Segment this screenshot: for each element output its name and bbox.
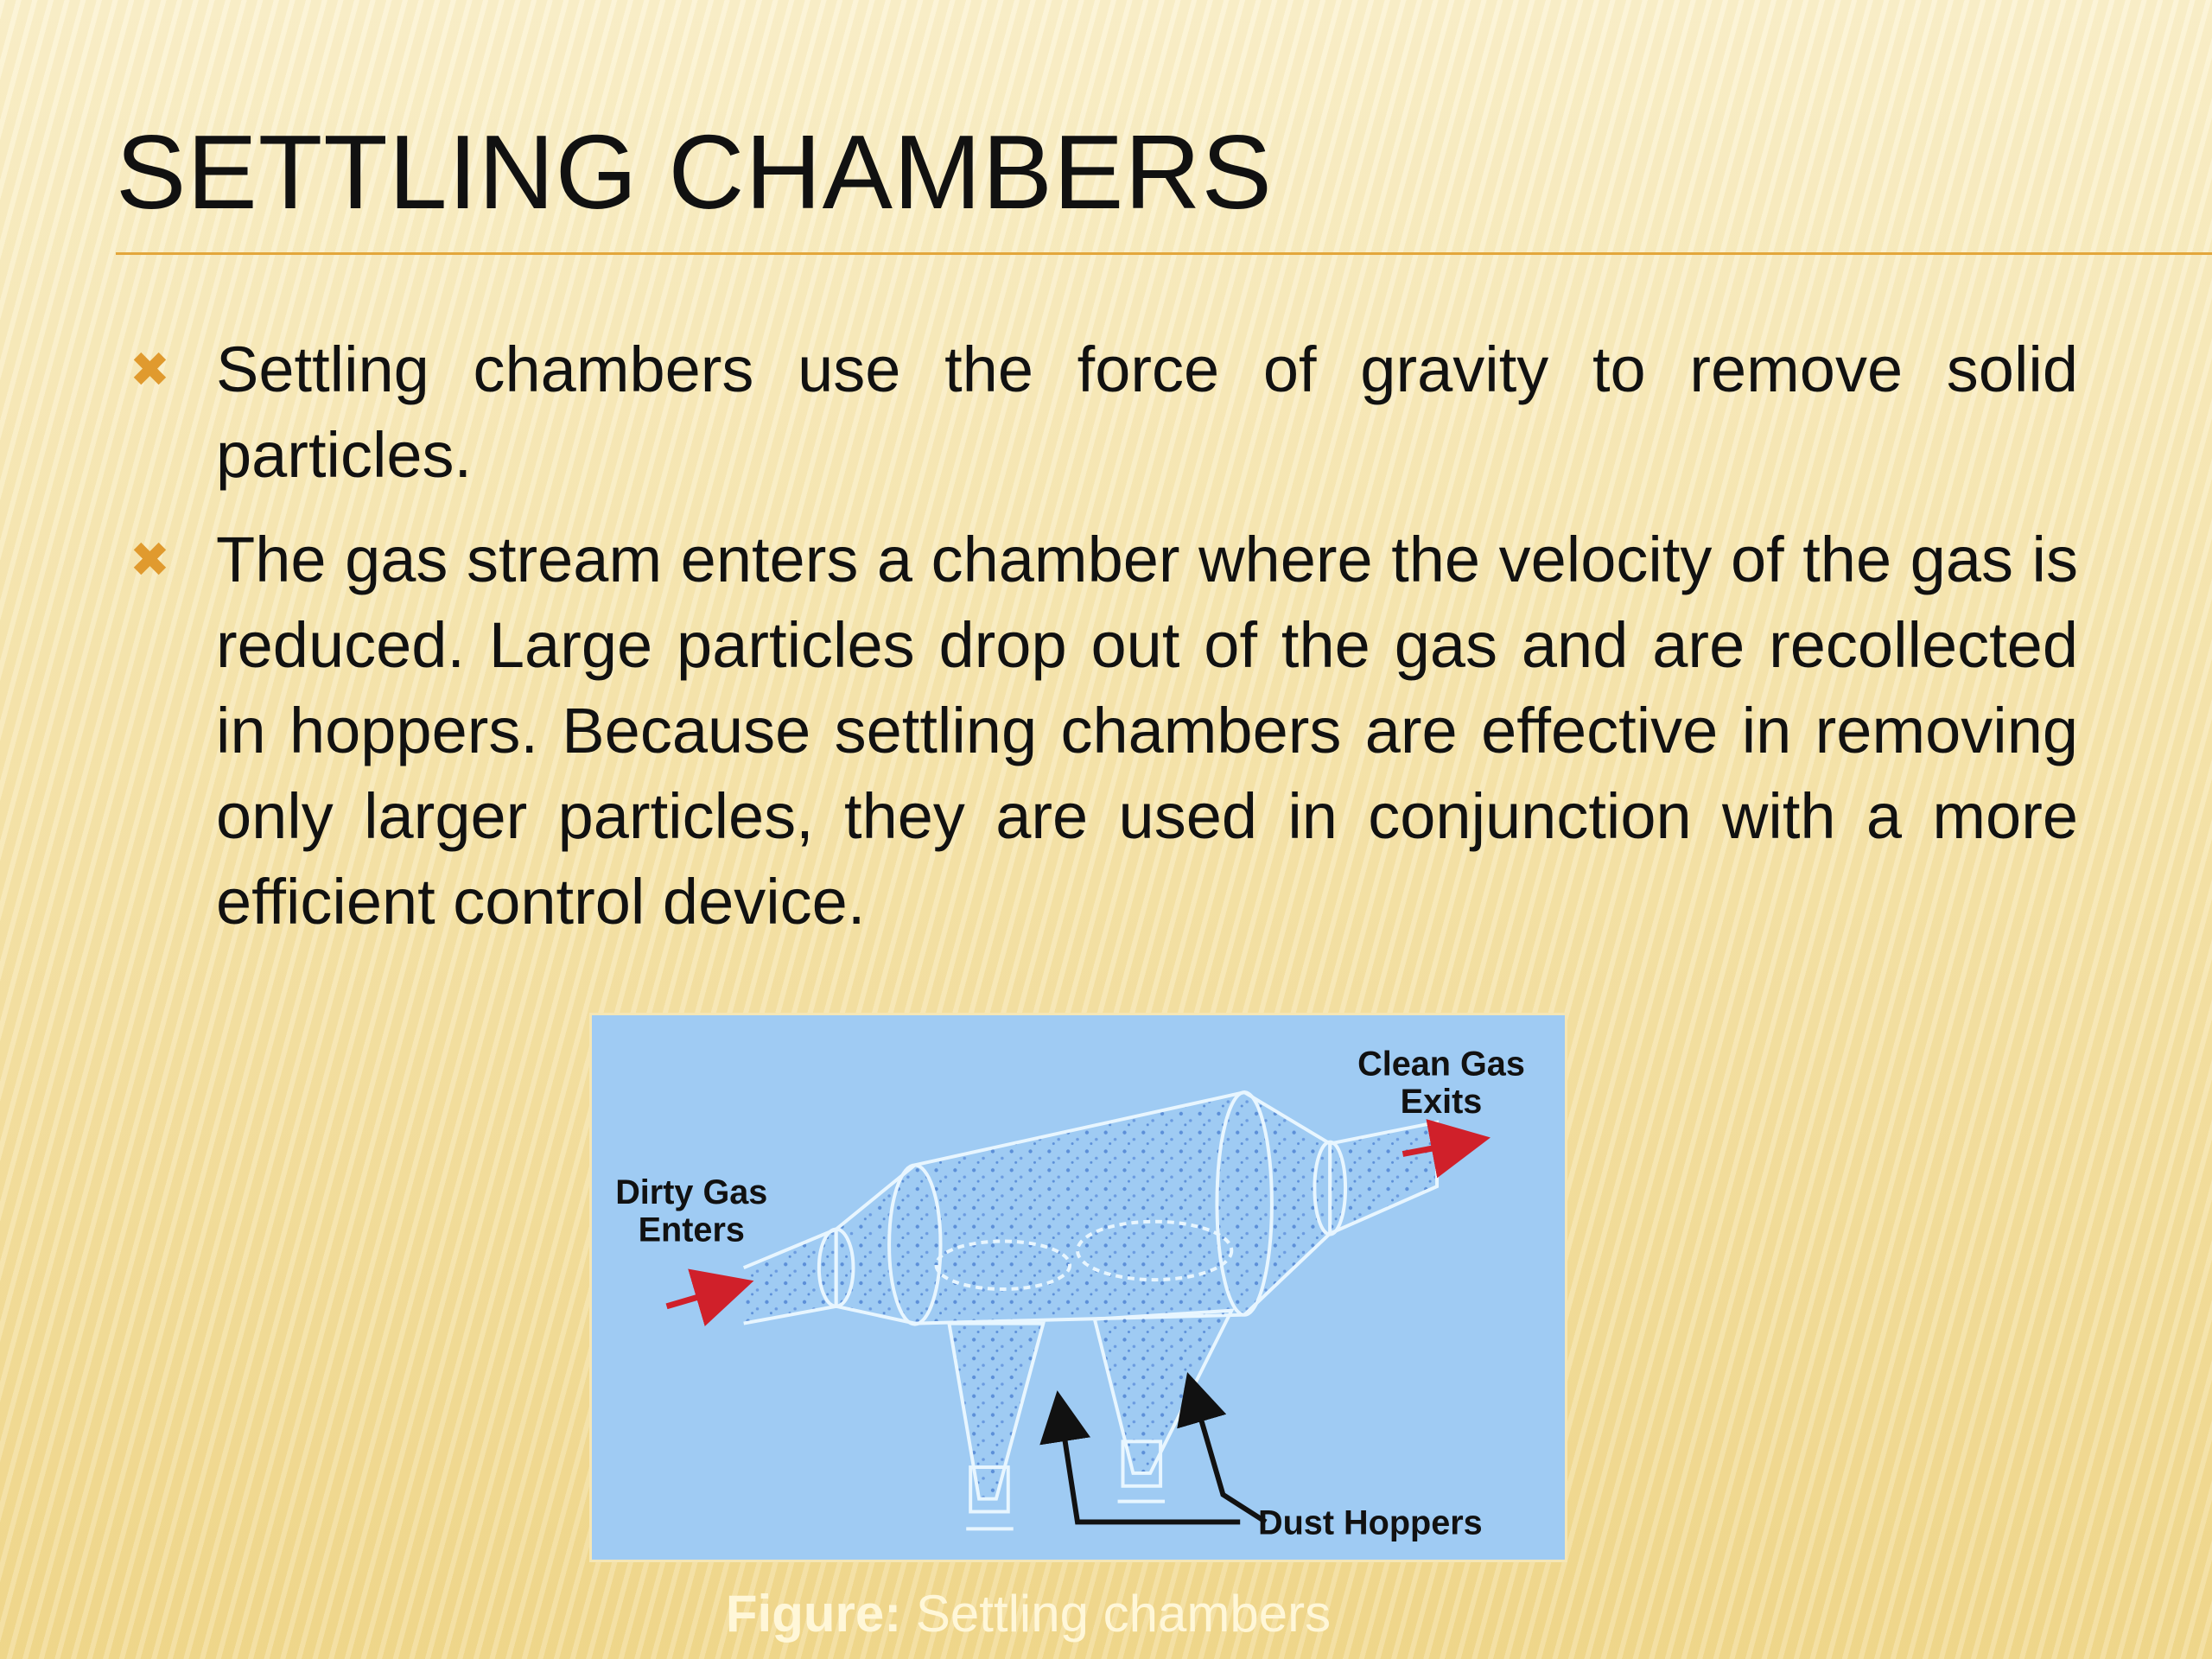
dirty-gas-label: Dirty Gas (615, 1173, 768, 1211)
caption-prefix: Figure: (725, 1585, 902, 1643)
cross-bullet-icon: ✖ (130, 342, 170, 397)
clean-gas-label: Exits (1400, 1082, 1483, 1121)
inlet-arrow-icon (667, 1287, 731, 1306)
settling-chamber-figure (589, 1013, 1567, 1562)
dirty-gas-label: Enters (638, 1211, 745, 1249)
bullet-text: The gas stream enters a chamber where the velocity of the gas is reduced. Large particles drop out of the gas and are recollected in hoppers. Because settling chambers are effective in removing only larger particles, they are used in conjunction with a more efficient control device. (216, 524, 2078, 938)
chamber-drawing (744, 1092, 1437, 1529)
hopper-pointer-arrow-icon (1193, 1392, 1266, 1522)
bullet-item (130, 517, 2078, 944)
title-underline (116, 252, 2212, 255)
bullet-text: Settling chambers use the force of gravity to remove solid particles. (216, 334, 2078, 491)
dust-hoppers-label: Dust Hoppers (1258, 1503, 1483, 1542)
slide-title: SETTLING CHAMBERS (116, 113, 1273, 231)
bullet-item (130, 327, 2078, 498)
figure-caption (0, 1584, 2056, 1643)
cross-bullet-icon: ✖ (130, 532, 170, 587)
caption-text: Settling chambers (901, 1585, 1332, 1643)
bullet-list (130, 327, 2078, 963)
clean-gas-label: Clean Gas (1357, 1045, 1525, 1084)
